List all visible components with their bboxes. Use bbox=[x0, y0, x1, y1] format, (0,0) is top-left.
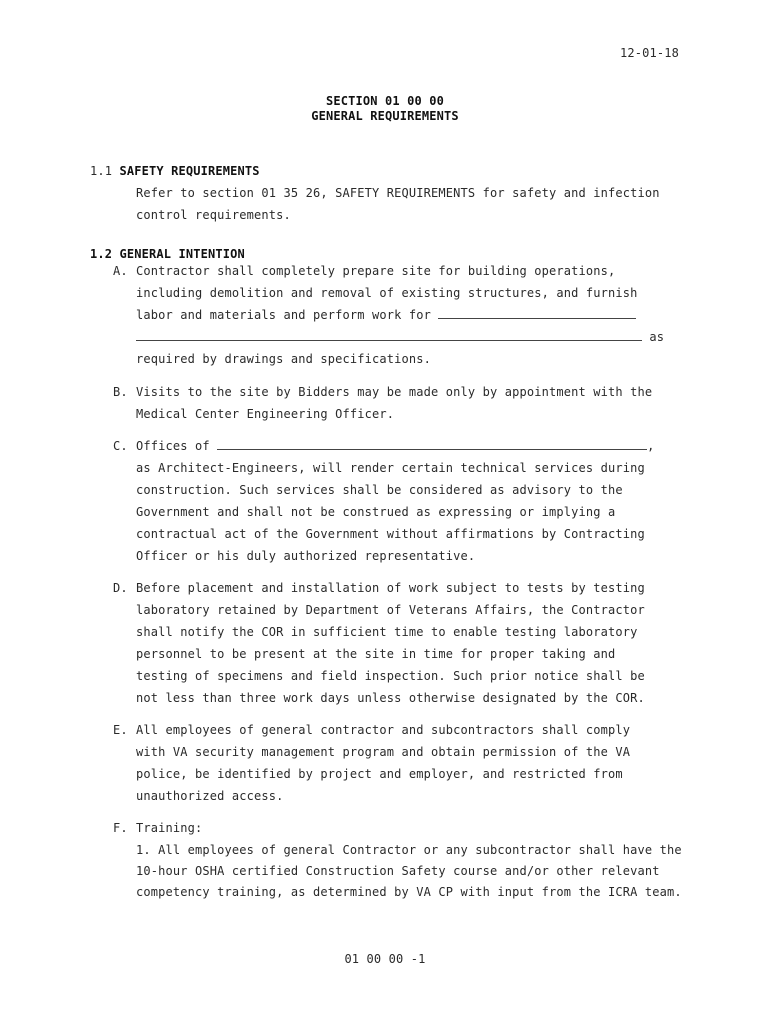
item-f-line-3: competency training, as determined by VA CP with input from the ICRA team. bbox=[136, 885, 682, 899]
s11-line-1: Refer to section 01 35 26, SAFETY REQUIREMENTS for safety and infection bbox=[136, 186, 660, 200]
item-d-line-3: shall notify the COR in sufficient time to enable testing laboratory bbox=[136, 625, 638, 639]
heading-1-1-number: 1.1 bbox=[90, 164, 113, 178]
header-date: 12-01-18 bbox=[620, 46, 679, 60]
item-c-line-6: Officer or his duly authorized representative. bbox=[136, 549, 476, 563]
item-d-letter: D. bbox=[113, 581, 128, 595]
heading-1-2: 1.2 GENERAL INTENTION bbox=[90, 247, 245, 261]
page-number: 01 00 00 -1 bbox=[344, 952, 426, 966]
item-c-line-3: construction. Such services shall be considered as advisory to the bbox=[136, 483, 623, 497]
item-a-line-3-text: labor and materials and perform work for bbox=[136, 308, 431, 322]
item-a-line-3 bbox=[136, 304, 636, 326]
item-e-line-4: unauthorized access. bbox=[136, 789, 284, 803]
item-c-line-1-text: Offices of bbox=[136, 439, 210, 453]
item-a-line-5: required by drawings and specifications. bbox=[136, 352, 431, 366]
item-b-line-2: Medical Center Engineering Officer. bbox=[136, 407, 395, 421]
item-c-line-1-end: , bbox=[647, 439, 655, 453]
fill-in-blank-offices[interactable] bbox=[217, 437, 647, 450]
heading-1-1 bbox=[90, 164, 260, 178]
fill-in-blank-work-continued[interactable] bbox=[136, 328, 642, 341]
item-d-line-1: Before placement and installation of work subject to tests by testing bbox=[136, 581, 645, 595]
item-f-line-2: 10-hour OSHA certified Construction Safety course and/or other relevant bbox=[136, 864, 660, 878]
item-f-line-1: 1. All employees of general Contractor or any subcontractor shall have the bbox=[136, 843, 682, 857]
item-a-line-2: including demolition and removal of existing structures, and furnish bbox=[136, 286, 638, 300]
item-b-letter: B. bbox=[113, 385, 128, 399]
item-a-line-4-end: as bbox=[649, 330, 665, 344]
fill-in-blank-work[interactable] bbox=[438, 306, 636, 319]
section-title: GENERAL REQUIREMENTS bbox=[311, 109, 459, 123]
item-d-line-2: laboratory retained by Department of Veterans Affairs, the Contractor bbox=[136, 603, 645, 617]
item-e-line-1: All employees of general contractor and subcontractors shall comply bbox=[136, 723, 631, 737]
item-d-line-5: testing of specimens and field inspection. Such prior notice shall be bbox=[136, 669, 645, 683]
item-a-line-1: Contractor shall completely prepare site for building operations, bbox=[136, 264, 616, 278]
item-e-letter: E. bbox=[113, 723, 128, 737]
item-c-line-2: as Architect-Engineers, will render certain technical services during bbox=[136, 461, 645, 475]
item-e-line-3: police, be identified by project and employer, and restricted from bbox=[136, 767, 623, 781]
section-number: SECTION 01 00 00 bbox=[326, 94, 444, 108]
item-c-letter: C. bbox=[113, 439, 128, 453]
item-a-letter: A. bbox=[113, 264, 128, 278]
item-e-line-2: with VA security management program and obtain permission of the VA bbox=[136, 745, 631, 759]
item-a-line-4 bbox=[136, 326, 664, 348]
item-c-line-1 bbox=[136, 435, 655, 457]
item-f-letter: F. bbox=[113, 821, 128, 835]
s11-line-2: control requirements. bbox=[136, 208, 291, 222]
item-d-line-4: personnel to be present at the site in time for proper taking and bbox=[136, 647, 616, 661]
item-c-line-5: contractual act of the Government without affirmations by Contracting bbox=[136, 527, 645, 541]
item-f-label: Training: bbox=[136, 821, 203, 835]
item-b-line-1: Visits to the site by Bidders may be made only by appointment with the bbox=[136, 385, 653, 399]
item-c-line-4: Government and shall not be construed as expressing or implying a bbox=[136, 505, 616, 519]
heading-1-1-title: SAFETY REQUIREMENTS bbox=[119, 164, 260, 178]
item-d-line-6: not less than three work days unless otherwise designated by the COR. bbox=[136, 691, 645, 705]
